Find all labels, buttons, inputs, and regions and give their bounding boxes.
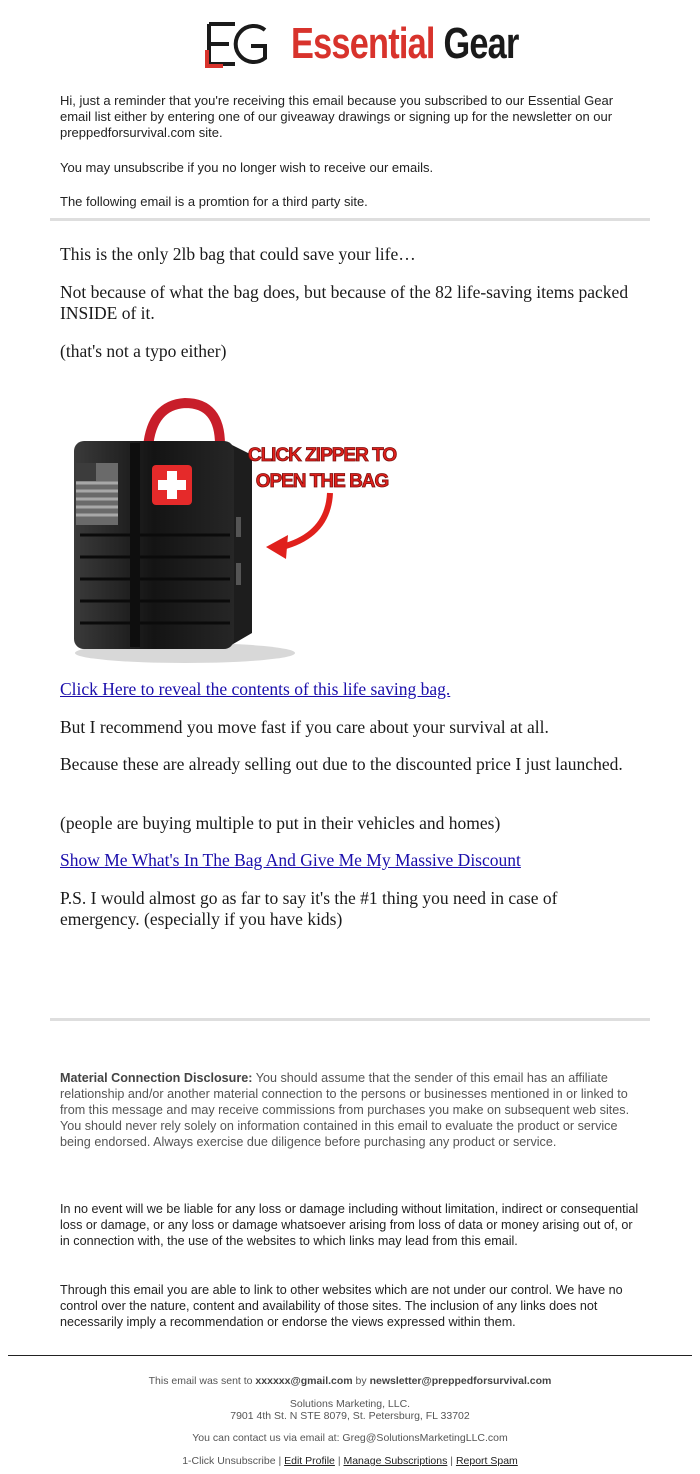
body-paragraph: (that's not a typo either)	[60, 341, 227, 361]
body-paragraph: Not because of what the bag does, but because of the 82 life-saving items packed INSIDE of it.	[60, 282, 629, 323]
headline-paragraph: This is the only 2lb bag that could save your life…	[60, 244, 416, 264]
sent-to-prefix: This email was sent to	[148, 1375, 256, 1387]
edit-profile-link[interactable]: Edit Profile	[284, 1455, 335, 1467]
contact-line: You can contact us via email at: Greg@SolutionsMarketingLLC.com	[192, 1432, 508, 1444]
body-paragraph: But I recommend you move fast if you care about your survival at all.	[60, 717, 549, 737]
manage-subscriptions-link[interactable]: Manage Subscriptions	[343, 1455, 448, 1467]
intro-subscription-reminder: Hi, just a reminder that you're receiving this email because you subscribed to our Essential Gear email list either by entering one of our giveaway drawings or signing up for the newsletter on our preppedforsurvival.com site.	[60, 93, 614, 140]
company-name: Solutions Marketing, LLC.	[289, 1398, 411, 1410]
sender-email: newsletter@preppedforsurvival.com	[369, 1375, 552, 1387]
footer-links	[0, 1454, 700, 1468]
external-links-notice: Through this email you are able to link to other websites which are not under our control. We have no control over the nature, content and availability of those sites. The inclusion of any links does not necessarily imply a recommendation or endorse the views expressed within them.	[60, 1283, 623, 1329]
disclosure-text: You should assume that the sender of this email has an affiliate relationship and/or another material connection to the persons or businesses mentioned in or linked to from this message and may receive commissions from purchases you make on subsequent web sites. You should never rely solely on information contained in this email to evaluate the product or service being endorsed. Always exercise due diligence before purchasing any product or service.	[60, 1071, 630, 1149]
body-paragraph: (people are buying multiple to put in their vehicles and homes)	[60, 813, 501, 833]
link-separator: |	[334, 1455, 344, 1467]
reveal-contents-link-wrap	[60, 679, 630, 700]
brand-logo	[205, 18, 519, 70]
intro-promotion-note: The following email is a promtion for a third party site.	[60, 194, 368, 209]
reveal-contents-link[interactable]: Click Here to reveal the contents of this life saving bag.	[60, 679, 451, 699]
brand-name	[291, 18, 519, 70]
discount-link[interactable]: Show Me What's In The Bag And Give Me My Massive Discount	[60, 850, 521, 870]
link-separator: |	[447, 1455, 456, 1467]
material-connection-disclosure	[60, 1070, 645, 1150]
brand-name-essential: Essential	[291, 19, 435, 68]
liability-notice: In no event will we be liable for any loss or damage including without limitation, indirect or consequential loss or damage, or any loss or damage whatsoever arising from loss of data or money arising out of, or in connection with, the use of the websites to which links may lead from this email.	[60, 1202, 639, 1248]
sent-to-line	[0, 1374, 700, 1388]
company-address: 7901 4th St. N STE 8079, St. Petersburg, FL 33702	[230, 1410, 470, 1422]
sent-by-text: by	[352, 1375, 370, 1387]
medical-bag-illustration	[60, 385, 410, 670]
link-separator: |	[275, 1455, 285, 1467]
discount-link-wrap	[60, 850, 630, 871]
report-spam-link[interactable]: Report Spam	[455, 1455, 518, 1467]
image-caption-line2: OPEN THE BAG	[255, 471, 389, 492]
recipient-email: xxxxxx@gmail.com	[255, 1375, 353, 1387]
product-image-bag[interactable]	[60, 385, 410, 670]
body-paragraph: Because these are already selling out due to the discounted price I just launched.	[60, 754, 623, 774]
image-caption-line1: CLICK ZIPPER TO	[247, 445, 397, 466]
one-click-unsubscribe-label: 1-Click Unsubscribe	[182, 1455, 276, 1467]
divider	[50, 1018, 650, 1021]
ps-paragraph: P.S. I would almost go as far to say it's the #1 thing you need in case of emergency. (especially if you have kids)	[60, 888, 558, 929]
intro-unsubscribe-note: You may unsubscribe if you no longer wish to receive our emails.	[60, 160, 434, 175]
divider	[50, 218, 650, 221]
disclosure-title: Material Connection Disclosure:	[60, 1071, 253, 1085]
brand-name-gear: Gear	[443, 19, 519, 68]
footer-divider	[8, 1355, 692, 1356]
eg-monogram-icon	[205, 20, 269, 68]
